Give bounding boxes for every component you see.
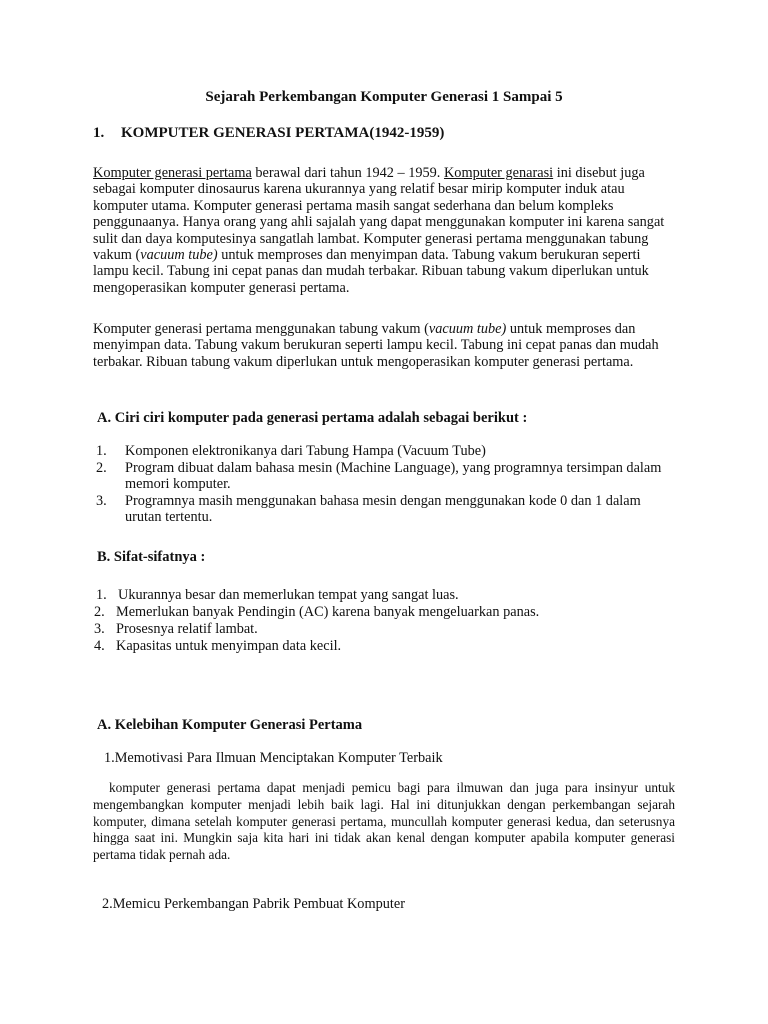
list-number: 2. [96, 459, 107, 476]
section-number: 1. [93, 125, 105, 141]
list-item [94, 604, 674, 621]
point-heading-1: 1.Memotivasi Para Ilmuan Menciptakan Komputer Terbaik [104, 750, 443, 766]
list-item [96, 493, 676, 526]
list-item [94, 621, 674, 638]
list-text: Program dibuat dalam bahasa mesin (Machine Language), yang programnya tersimpan dalam memori komputer. [125, 459, 662, 493]
point-heading-2: 2.Memicu Perkembangan Pabrik Pembuat Komputer [102, 896, 405, 912]
paragraph-text: komputer generasi pertama dapat menjadi pemicu bagi para ilmuwan dan juga para insinyur untuk mengembangkan komputer menjadi lebih baik lagi. Hal ini ditunjukkan dengan perkembangan sejarah komputer, dimana setelah komputer generasi pertama, muncullah komputer generasi kedua, dan seterusnya hingga saat ini. Mungkin saja kita hari ini tidak akan kenal dengan komputer apabila komputer generasi pertama tidak pernah ada. [93, 780, 675, 863]
paragraph-kelebihan [93, 780, 675, 864]
list-text: Prosesnya relatif lambat. [116, 621, 258, 637]
italic-term: vacuum tube) [140, 247, 218, 264]
list-item [94, 638, 674, 655]
paragraph-intro [93, 165, 675, 296]
subheading-ciri: A. Ciri ciri komputer pada generasi pertama adalah sebagai berikut : [97, 410, 528, 426]
section-title: KOMPUTER GENERASI PERTAMA(1942-1959) [121, 125, 445, 141]
subheading-kelebihan: A. Kelebihan Komputer Generasi Pertama [97, 717, 363, 733]
list-text: Komponen elektronikanya dari Tabung Hampa (Vacuum Tube) [125, 443, 486, 459]
link-komputer-genarasi[interactable]: Komputer genarasi [443, 165, 554, 181]
list-text: Programnya masih menggunakan bahasa mesin dengan menggunakan kode 0 dan 1 dalam urutan tertentu. [125, 492, 641, 526]
list-number: 3. [94, 621, 105, 637]
list-item [96, 460, 676, 493]
paragraph-text: untuk memproses dan menyimpan data. Tabung vakum berukuran seperti lampu kecil. Tabung ini cepat panas dan mudah terbakar. Ribuan tabung vakum diperlukan untuk mengoperasikan komputer generasi pertama. [93, 321, 659, 370]
list-item [96, 443, 676, 460]
list-item [94, 587, 674, 604]
sifat-list [94, 587, 674, 655]
link-komputer-generasi-pertama[interactable]: Komputer generasi pertama [93, 165, 252, 181]
paragraph-text: ini disebut juga sebagai komputer dinosaurus karena ukurannya yang relatif besar mirip komputer induk atau komputer utama. Komputer generasi pertama masih sangat sederhana dan belum kompleks penggunaanya. Hanya orang yang ahli sajalah yang dapat menggunakan komputer ini karena sangat sulit dan daya komputesinya sangatlah lambat. Komputer generasi pertama menggunakan tabung vakum ( [93, 165, 665, 264]
italic-term: vacuum tube) [428, 321, 507, 337]
list-number: 2. [94, 604, 105, 620]
paragraph-text: Komputer generasi pertama menggunakan tabung vakum ( [93, 321, 429, 337]
section-heading [93, 125, 444, 142]
list-number: 1. [96, 443, 107, 459]
subheading-sifat: B. Sifat-sifatnya : [97, 549, 206, 565]
paragraph-text: untuk memproses dan menyimpan data. Tabung vakum berukuran seperti lampu kecil. Tabung ini cepat panas dan mudah terbakar. Ribuan tabung vakum diperlukan untuk mengoperasikan komputer generasi pertama. [93, 247, 649, 296]
paragraph-vacuum-tube [93, 321, 675, 370]
paragraph-text: berawal dari tahun 1942 – 1959. [251, 165, 444, 181]
list-text: Kapasitas untuk menyimpan data kecil. [116, 638, 342, 654]
list-number: 1. [96, 587, 107, 603]
list-text: Memerlukan banyak Pendingin (AC) karena banyak mengeluarkan panas. [116, 604, 540, 620]
list-number: 4. [94, 638, 105, 654]
list-text: Ukurannya besar dan memerlukan tempat yang sangat luas. [118, 587, 459, 603]
ciri-list [96, 443, 676, 526]
document-title: Sejarah Perkembangan Komputer Generasi 1 Sampai 5 [205, 89, 563, 105]
list-number: 3. [96, 492, 107, 509]
